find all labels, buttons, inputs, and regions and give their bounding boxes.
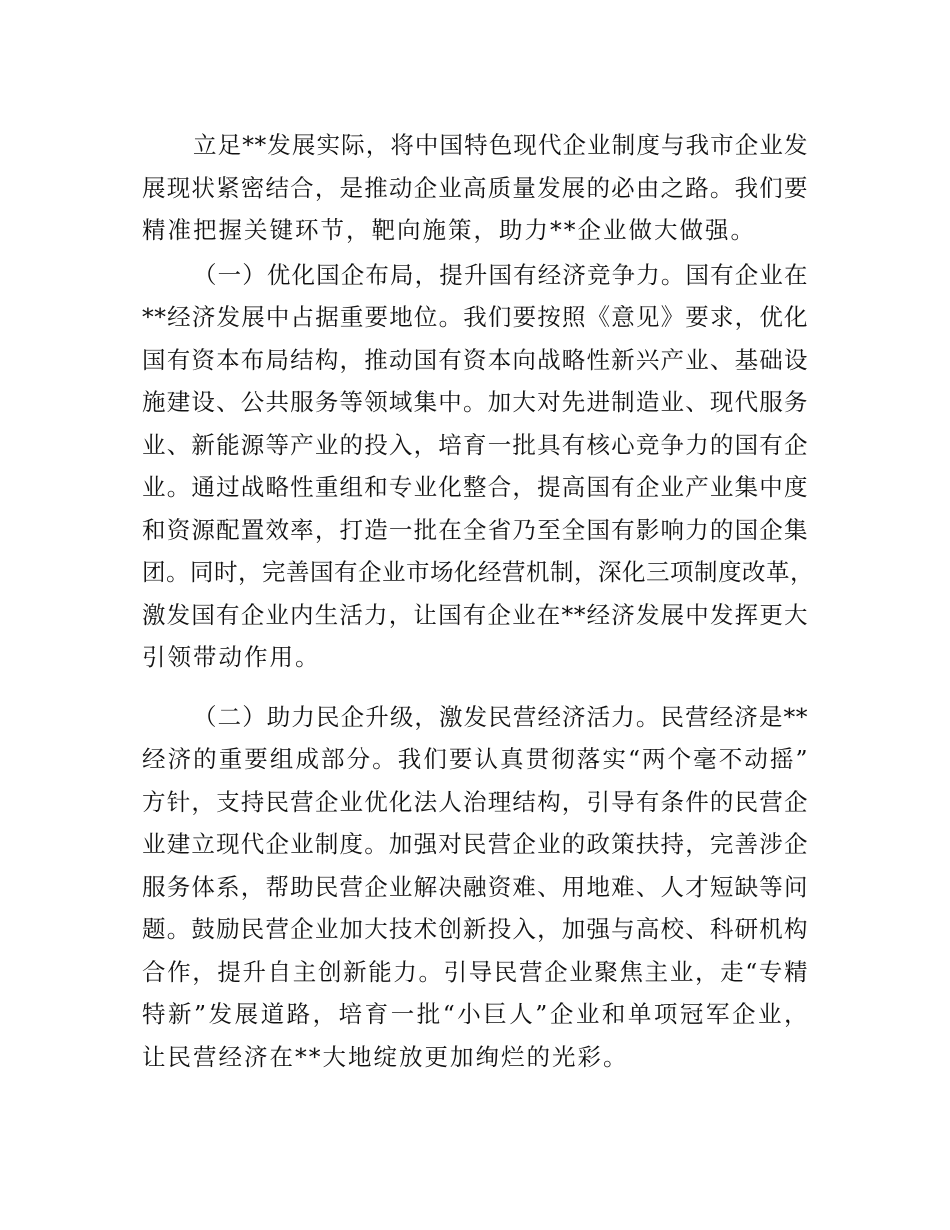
- text-line: 题。鼓励民营企业加大技术创新投入，加强与高校、科研机构: [142, 915, 808, 943]
- text-line: 特新”发展道路，培育一批“小巨人”企业和单项冠军企业，: [142, 1000, 808, 1028]
- text-line: 合作，提升自主创新能力。引导民营企业聚焦主业，走“专精: [142, 957, 808, 986]
- paragraph-state-enterprises: [142, 254, 814, 679]
- text-line: **经济发展中占据重要地位。我们要按照《意见》要求，优化: [142, 303, 808, 331]
- text-line: 经济的重要组成部分。我们要认真贯彻落实“两个毫不动摇”: [142, 745, 808, 773]
- text-line: 服务体系，帮助民营企业解决融资难、用地难、人才短缺等问: [142, 872, 808, 901]
- text-line: 团。同时，完善国有企业市场化经营机制，深化三项制度改革，: [142, 558, 814, 586]
- text-line: 业。通过战略性重组和专业化整合，提高国有企业产业集中度: [142, 473, 808, 501]
- text-line: 施建设、公共服务等领域集中。加大对先进制造业、现代服务: [142, 388, 808, 416]
- text-line: 精准把握关键环节，靶向施策，助力**企业做大做强。: [142, 216, 756, 244]
- paragraph-intro: [142, 124, 808, 252]
- text-line: 展现状紧密结合，是推动企业高质量发展的必由之路。我们要: [142, 173, 808, 202]
- text-line: 立足**发展实际，将中国特色现代企业制度与我市企业发: [193, 131, 808, 159]
- paragraph-private-enterprises: [142, 696, 808, 1079]
- text-line: 业、新能源等产业的投入，培育一批具有核心竞争力的国有企: [142, 430, 808, 459]
- text-line: 和资源配置效率，打造一批在全省乃至全国有影响力的国企集: [142, 515, 808, 544]
- section-heading-line: （一）优化国企布局，提升国有经济竞争力。国有企业在: [193, 260, 808, 289]
- text-line: 国有资本布局结构，推动国有资本向战略性新兴产业、基础设: [142, 345, 808, 374]
- text-line: 激发国有企业内生活力，让国有企业在**经济发展中发挥更大: [142, 600, 808, 629]
- text-line: 让民营经济在**大地绽放更加绚烂的光彩。: [142, 1042, 629, 1071]
- text-line: 方针，支持民营企业优化法人治理结构，引导有条件的民营企: [142, 787, 808, 816]
- text-line: 引领带动作用。: [142, 643, 321, 671]
- section-heading-line: （二）助力民企升级，激发民营经济活力。民营经济是**: [193, 702, 808, 731]
- text-line: 业建立现代企业制度。加强对民营企业的政策扶持，完善涉企: [142, 830, 808, 858]
- document-body: [142, 124, 814, 1078]
